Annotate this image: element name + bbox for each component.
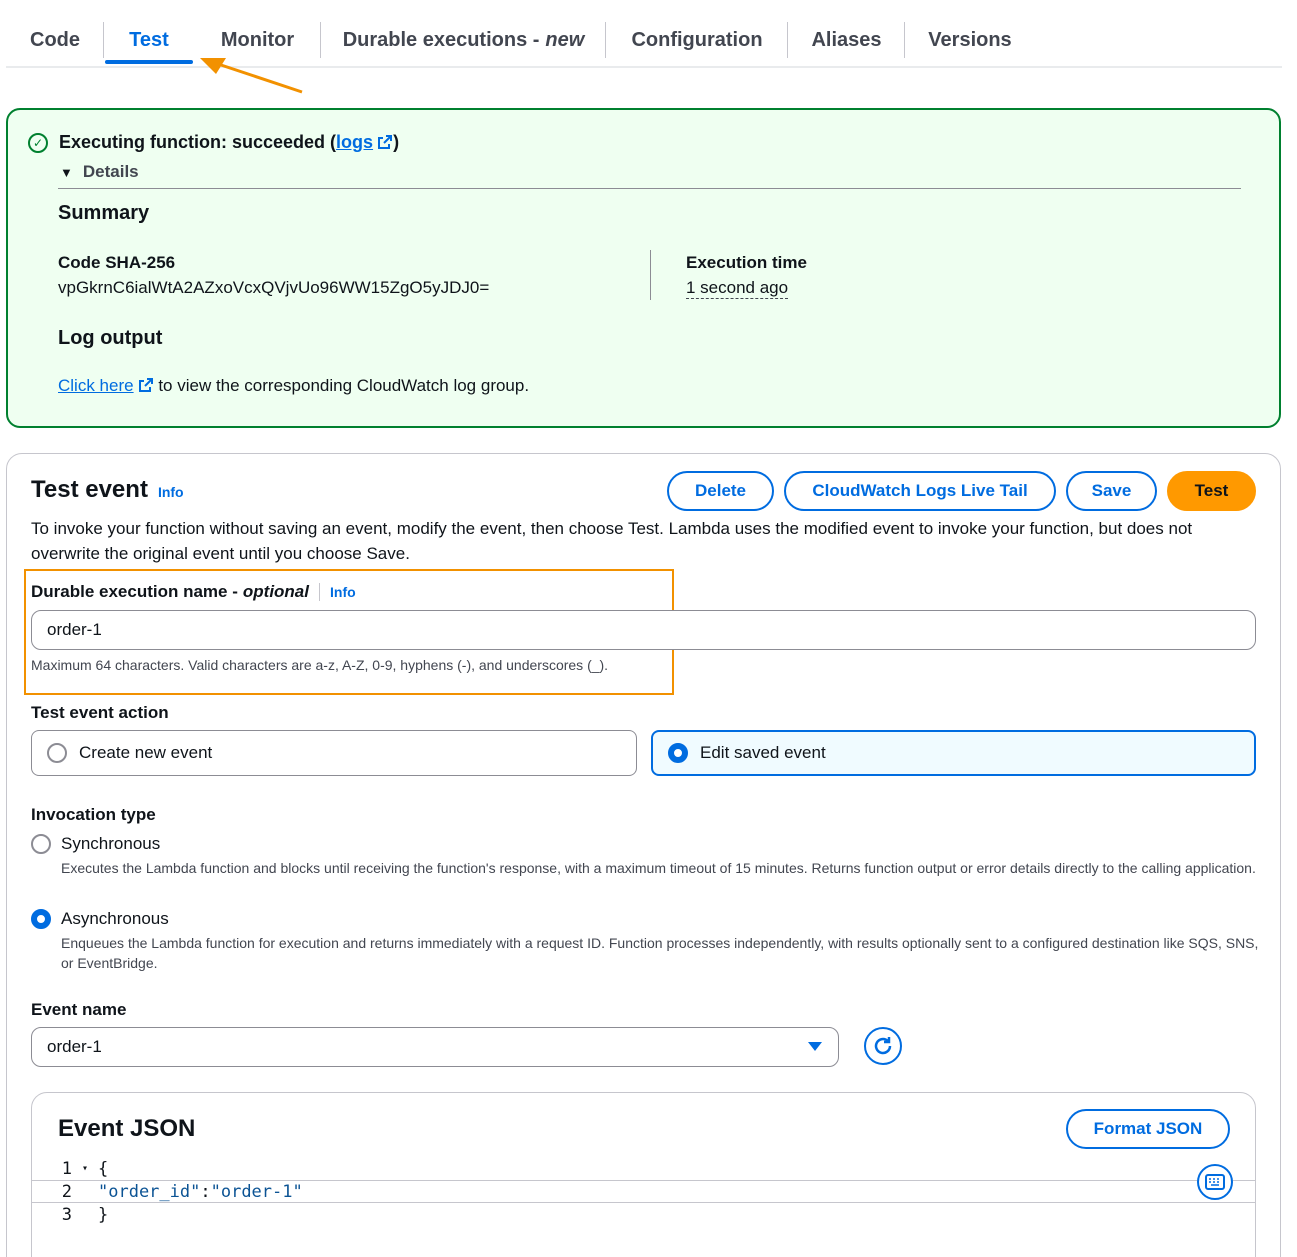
- line-number: 1: [61, 1158, 72, 1179]
- execution-time-label: Execution time: [686, 253, 807, 272]
- success-heading: [28, 132, 399, 153]
- tab-label: Code: [30, 28, 80, 51]
- invocation-type-label: Invocation type: [31, 805, 156, 824]
- caret-down-icon: ▼: [60, 164, 73, 180]
- success-check-icon: ✓: [28, 133, 48, 153]
- click-here-link[interactable]: Click here: [58, 376, 154, 395]
- durable-name-info-link[interactable]: Info: [330, 584, 356, 600]
- test-event-description: To invoke your function without saving an event, modify the event, then choose Test. Lambda uses the modified event to invoke your function, but does not overwrite the original event until you choose Save.: [31, 519, 1193, 563]
- logs-link[interactable]: logs: [336, 132, 393, 153]
- test-event-action-label: Test event action: [31, 703, 169, 722]
- code-text: }: [98, 1204, 109, 1225]
- external-link-icon: [138, 377, 154, 393]
- test-event-title-text: Test event: [31, 476, 148, 503]
- code-sha-label: Code SHA-256: [58, 253, 176, 272]
- tab-bar: [6, 0, 1282, 68]
- tab-label: Test: [129, 28, 169, 51]
- tab-monitor[interactable]: [194, 22, 321, 58]
- tab-label: Aliases: [811, 28, 882, 51]
- test-event-title: [31, 476, 184, 504]
- tab-versions[interactable]: [905, 22, 1035, 58]
- json-value: "order-1": [210, 1181, 303, 1202]
- asynchronous-option[interactable]: [31, 909, 169, 929]
- success-alert: [6, 108, 1281, 428]
- code-text: {: [98, 1158, 109, 1179]
- edit-saved-event-label: Edit saved event: [700, 743, 826, 762]
- format-json-button[interactable]: Format JSON: [1066, 1109, 1230, 1149]
- asynchronous-description: Enqueues the Lambda function for execution and returns immediately with a request ID. Function processes independently, with results optionally sent to a configured destination like SQS, SNS, or EventBridge.: [61, 935, 1259, 971]
- code-line: [32, 1157, 1255, 1180]
- refresh-button[interactable]: [864, 1027, 902, 1065]
- tab-label: Monitor: [220, 28, 295, 51]
- success-text: Executing function: succeeded (: [59, 132, 337, 152]
- event-json-panel: [31, 1092, 1256, 1257]
- radio-create-new[interactable]: [47, 743, 67, 763]
- event-name-select[interactable]: [31, 1027, 839, 1067]
- code-line: [32, 1180, 1255, 1203]
- divider: [650, 250, 651, 300]
- durable-name-label: Durable execution name - optional Info: [31, 582, 356, 601]
- event-json-title: Event JSON: [58, 1115, 196, 1142]
- durable-name-hint: Maximum 64 characters. Valid characters are a-z, A-Z, 0-9, hyphens (-), and underscores (_).: [31, 657, 609, 673]
- log-output-title: Log output: [58, 327, 163, 349]
- tab-label: Versions: [928, 28, 1012, 51]
- tab-durable-executions[interactable]: [321, 22, 606, 58]
- success-text-suffix: ): [393, 132, 400, 152]
- fold-caret-icon[interactable]: ▾: [81, 1163, 89, 1174]
- log-group-line: [58, 376, 529, 396]
- summary-title: Summary: [58, 202, 150, 224]
- code-sha-value: vpGkrnC6ialWtA2AZxoVcxQVjvUo96WW15ZgO5yJDJ0=: [58, 278, 490, 297]
- synchronous-label: Synchronous: [61, 834, 161, 853]
- tab-aliases[interactable]: [788, 22, 905, 58]
- asynchronous-label: Asynchronous: [61, 909, 169, 928]
- save-button[interactable]: Save: [1066, 471, 1157, 511]
- line-number: 3: [61, 1204, 72, 1225]
- caret-down-icon: [808, 1042, 822, 1051]
- delete-button[interactable]: Delete: [667, 471, 774, 511]
- keyboard-shortcuts-button[interactable]: [1197, 1164, 1233, 1200]
- radio-edit-saved[interactable]: [668, 743, 688, 763]
- tab-label: Durable executions -: [342, 28, 540, 51]
- tab-label: Configuration: [631, 28, 763, 51]
- log-group-text: to view the corresponding CloudWatch log group.: [153, 376, 530, 395]
- tab-test[interactable]: [105, 22, 193, 58]
- optional-marker: optional: [242, 582, 309, 601]
- line-number: 2: [61, 1181, 72, 1202]
- cloudwatch-live-tail-button[interactable]: CloudWatch Logs Live Tail: [784, 471, 1056, 511]
- create-new-event-option[interactable]: [31, 730, 637, 776]
- durable-name-input[interactable]: order-1: [31, 610, 1256, 650]
- tab-new-badge: new: [545, 28, 585, 51]
- details-toggle[interactable]: [60, 162, 139, 182]
- test-event-panel: [6, 453, 1281, 1257]
- json-editor[interactable]: [32, 1157, 1255, 1226]
- edit-saved-event-option[interactable]: [651, 730, 1256, 776]
- execution-time-value[interactable]: 1 second ago: [686, 278, 789, 297]
- tab-configuration[interactable]: [606, 22, 788, 58]
- keyboard-icon: [1205, 1174, 1225, 1190]
- external-link-icon: [377, 134, 393, 150]
- tab-code[interactable]: [6, 22, 104, 58]
- test-event-info-link[interactable]: Info: [157, 484, 184, 500]
- event-name-value: order-1: [47, 1037, 102, 1056]
- details-label: Details: [82, 162, 139, 181]
- radio-asynchronous[interactable]: [31, 909, 51, 929]
- event-name-label: Event name: [31, 1000, 127, 1019]
- json-colon: :: [200, 1181, 211, 1202]
- radio-synchronous[interactable]: [31, 834, 51, 854]
- json-key: "order_id": [98, 1181, 201, 1202]
- synchronous-option[interactable]: [31, 834, 160, 854]
- test-button[interactable]: Test: [1167, 471, 1256, 511]
- code-line: [32, 1203, 1255, 1226]
- refresh-icon: [871, 1034, 895, 1058]
- create-new-event-label: Create new event: [79, 743, 213, 762]
- divider: [58, 188, 1241, 189]
- synchronous-description: Executes the Lambda function and blocks until receiving the function's response, with a maximum timeout of 15 minutes. Returns function output or error details directly to the calling application.: [61, 860, 1256, 876]
